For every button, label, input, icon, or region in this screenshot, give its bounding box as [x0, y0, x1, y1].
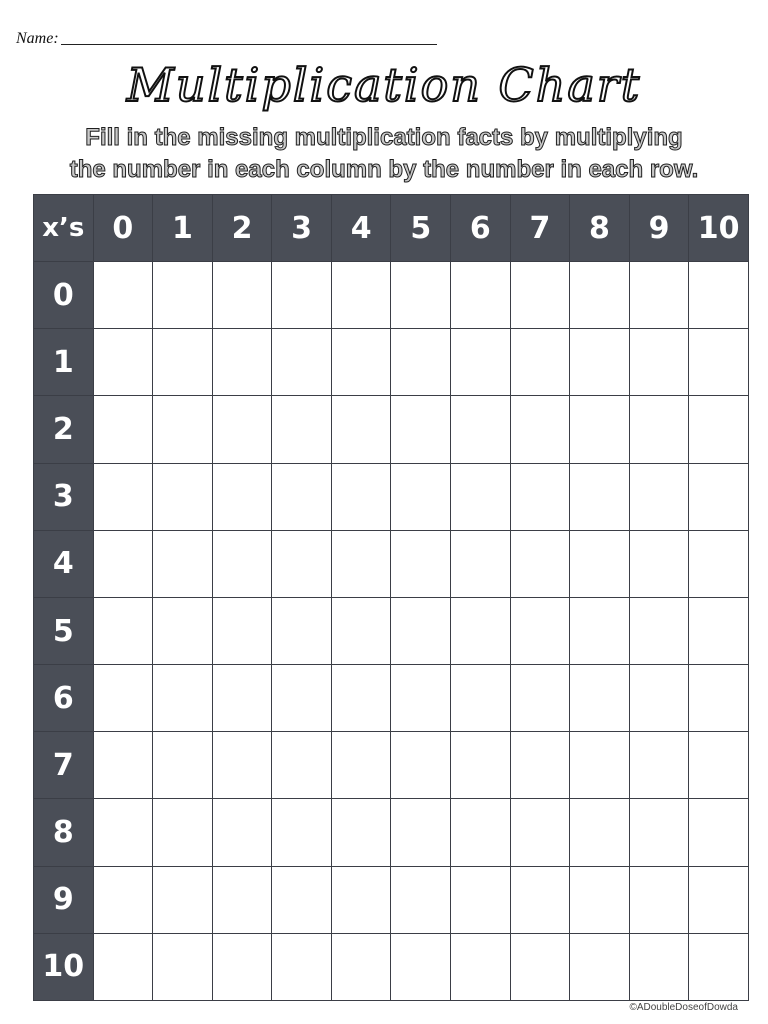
row-header: 7 — [34, 732, 94, 799]
answer-cell[interactable] — [629, 799, 689, 866]
answer-cell[interactable] — [629, 463, 689, 530]
row-header: 2 — [34, 396, 94, 463]
answer-cell[interactable] — [153, 799, 213, 866]
answer-cell[interactable] — [331, 732, 391, 799]
answer-cell[interactable] — [153, 933, 213, 1000]
answer-cell[interactable] — [510, 933, 570, 1000]
answer-cell[interactable] — [153, 665, 213, 732]
multiplication-table — [33, 194, 749, 1001]
table-row — [34, 866, 749, 933]
answer-cell[interactable] — [93, 597, 153, 664]
answer-cell[interactable] — [153, 732, 213, 799]
answer-cell[interactable] — [212, 530, 272, 597]
answer-cell[interactable] — [510, 396, 570, 463]
table-row — [34, 396, 749, 463]
answer-cell[interactable] — [451, 396, 511, 463]
row-header: 6 — [34, 665, 94, 732]
answer-cell[interactable] — [153, 329, 213, 396]
multiplication-grid — [33, 194, 740, 1000]
corner-header: x’s — [34, 195, 94, 262]
column-header: 8 — [570, 195, 630, 262]
column-header: 7 — [510, 195, 570, 262]
column-header: 2 — [212, 195, 272, 262]
answer-cell[interactable] — [629, 329, 689, 396]
column-header: 9 — [629, 195, 689, 262]
answer-cell[interactable] — [93, 463, 153, 530]
answer-cell[interactable] — [451, 329, 511, 396]
answer-cell[interactable] — [689, 933, 749, 1000]
answer-cell[interactable] — [570, 799, 630, 866]
answer-cell[interactable] — [689, 732, 749, 799]
answer-cell[interactable] — [331, 866, 391, 933]
answer-cell[interactable] — [451, 463, 511, 530]
answer-cell[interactable] — [689, 799, 749, 866]
answer-cell[interactable] — [391, 933, 451, 1000]
answer-cell[interactable] — [212, 463, 272, 530]
answer-cell[interactable] — [212, 396, 272, 463]
table-row — [34, 463, 749, 530]
answer-cell[interactable] — [93, 262, 153, 329]
answer-cell[interactable] — [212, 933, 272, 1000]
answer-cell[interactable] — [272, 933, 332, 1000]
instructions-line-2: the number in each column by the number in each row. — [69, 156, 699, 183]
answer-cell[interactable] — [153, 866, 213, 933]
answer-cell[interactable] — [510, 799, 570, 866]
answer-cell[interactable] — [689, 866, 749, 933]
table-row — [34, 530, 749, 597]
answer-cell[interactable] — [391, 597, 451, 664]
answer-cell[interactable] — [629, 597, 689, 664]
answer-cell[interactable] — [331, 396, 391, 463]
column-header: 4 — [331, 195, 391, 262]
answer-cell[interactable] — [93, 396, 153, 463]
column-header: 1 — [153, 195, 213, 262]
answer-cell[interactable] — [272, 262, 332, 329]
row-header: 3 — [34, 463, 94, 530]
answer-cell[interactable] — [570, 329, 630, 396]
answer-cell[interactable] — [331, 933, 391, 1000]
answer-cell[interactable] — [212, 732, 272, 799]
answer-cell[interactable] — [391, 799, 451, 866]
answer-cell[interactable] — [212, 597, 272, 664]
answer-cell[interactable] — [510, 665, 570, 732]
row-header: 10 — [34, 933, 94, 1000]
answer-cell[interactable] — [331, 799, 391, 866]
answer-cell[interactable] — [331, 262, 391, 329]
answer-cell[interactable] — [93, 933, 153, 1000]
answer-cell[interactable] — [629, 396, 689, 463]
answer-cell[interactable] — [331, 530, 391, 597]
answer-cell[interactable] — [510, 329, 570, 396]
answer-cell[interactable] — [272, 329, 332, 396]
answer-cell[interactable] — [629, 732, 689, 799]
answer-cell[interactable] — [331, 597, 391, 664]
answer-cell[interactable] — [153, 530, 213, 597]
answer-cell[interactable] — [93, 866, 153, 933]
answer-cell[interactable] — [391, 866, 451, 933]
answer-cell[interactable] — [272, 799, 332, 866]
answer-cell[interactable] — [272, 665, 332, 732]
answer-cell[interactable] — [570, 530, 630, 597]
answer-cell[interactable] — [391, 530, 451, 597]
answer-cell[interactable] — [510, 597, 570, 664]
answer-cell[interactable] — [689, 530, 749, 597]
answer-cell[interactable] — [689, 396, 749, 463]
table-row — [34, 262, 749, 329]
answer-cell[interactable] — [451, 933, 511, 1000]
answer-cell[interactable] — [391, 463, 451, 530]
answer-cell[interactable] — [272, 530, 332, 597]
column-header: 6 — [451, 195, 511, 262]
answer-cell[interactable] — [570, 262, 630, 329]
answer-cell[interactable] — [153, 396, 213, 463]
answer-cell[interactable] — [331, 665, 391, 732]
answer-cell[interactable] — [629, 262, 689, 329]
answer-cell[interactable] — [689, 329, 749, 396]
answer-cell[interactable] — [510, 463, 570, 530]
answer-cell[interactable] — [272, 463, 332, 530]
answer-cell[interactable] — [93, 665, 153, 732]
answer-cell[interactable] — [689, 262, 749, 329]
answer-cell[interactable] — [689, 463, 749, 530]
answer-cell[interactable] — [331, 463, 391, 530]
table-row — [34, 799, 749, 866]
column-header: 5 — [391, 195, 451, 262]
column-header: 0 — [93, 195, 153, 262]
answer-cell[interactable] — [451, 665, 511, 732]
table-row — [34, 329, 749, 396]
answer-cell[interactable] — [510, 866, 570, 933]
answer-cell[interactable] — [153, 262, 213, 329]
row-header: 1 — [34, 329, 94, 396]
answer-cell[interactable] — [391, 396, 451, 463]
answer-cell[interactable] — [272, 732, 332, 799]
answer-cell[interactable] — [570, 463, 630, 530]
row-header: 0 — [34, 262, 94, 329]
answer-cell[interactable] — [451, 799, 511, 866]
row-header: 8 — [34, 799, 94, 866]
answer-cell[interactable] — [689, 665, 749, 732]
answer-cell[interactable] — [451, 732, 511, 799]
answer-cell[interactable] — [570, 665, 630, 732]
answer-cell[interactable] — [212, 329, 272, 396]
copyright-text: ©ADoubleDoseofDowda — [629, 1002, 738, 1013]
answer-cell[interactable] — [93, 530, 153, 597]
header-row — [34, 195, 749, 262]
table-row — [34, 933, 749, 1000]
table-row — [34, 597, 749, 664]
row-header: 5 — [34, 597, 94, 664]
name-blank-line[interactable] — [61, 44, 437, 45]
answer-cell[interactable] — [629, 665, 689, 732]
answer-cell[interactable] — [212, 665, 272, 732]
answer-cell[interactable] — [689, 597, 749, 664]
answer-cell[interactable] — [570, 933, 630, 1000]
answer-cell[interactable] — [212, 262, 272, 329]
answer-cell[interactable] — [570, 597, 630, 664]
row-header: 9 — [34, 866, 94, 933]
answer-cell[interactable] — [570, 396, 630, 463]
answer-cell[interactable] — [510, 530, 570, 597]
answer-cell[interactable] — [451, 262, 511, 329]
answer-cell[interactable] — [391, 329, 451, 396]
answer-cell[interactable] — [570, 732, 630, 799]
answer-cell[interactable] — [272, 597, 332, 664]
answer-cell[interactable] — [391, 262, 451, 329]
page-title: Multiplication Chart — [126, 58, 642, 112]
instructions — [0, 122, 768, 186]
answer-cell[interactable] — [451, 597, 511, 664]
answer-cell[interactable] — [93, 799, 153, 866]
name-row — [16, 30, 437, 48]
row-header: 4 — [34, 530, 94, 597]
column-header: 10 — [689, 195, 749, 262]
instructions-line-1: Fill in the missing multiplication facts by multiplying — [85, 124, 683, 151]
name-label: Name: — [16, 30, 59, 47]
answer-cell[interactable] — [391, 732, 451, 799]
answer-cell[interactable] — [93, 329, 153, 396]
table-row — [34, 732, 749, 799]
answer-cell[interactable] — [451, 866, 511, 933]
table-row — [34, 665, 749, 732]
answer-cell[interactable] — [153, 597, 213, 664]
answer-cell[interactable] — [212, 799, 272, 866]
answer-cell[interactable] — [510, 262, 570, 329]
answer-cell[interactable] — [451, 530, 511, 597]
answer-cell[interactable] — [93, 732, 153, 799]
answer-cell[interactable] — [629, 933, 689, 1000]
answer-cell[interactable] — [331, 329, 391, 396]
column-header: 3 — [272, 195, 332, 262]
answer-cell[interactable] — [153, 463, 213, 530]
answer-cell[interactable] — [629, 530, 689, 597]
answer-cell[interactable] — [272, 396, 332, 463]
answer-cell[interactable] — [629, 866, 689, 933]
answer-cell[interactable] — [212, 866, 272, 933]
answer-cell[interactable] — [570, 866, 630, 933]
answer-cell[interactable] — [510, 732, 570, 799]
answer-cell[interactable] — [272, 866, 332, 933]
answer-cell[interactable] — [391, 665, 451, 732]
